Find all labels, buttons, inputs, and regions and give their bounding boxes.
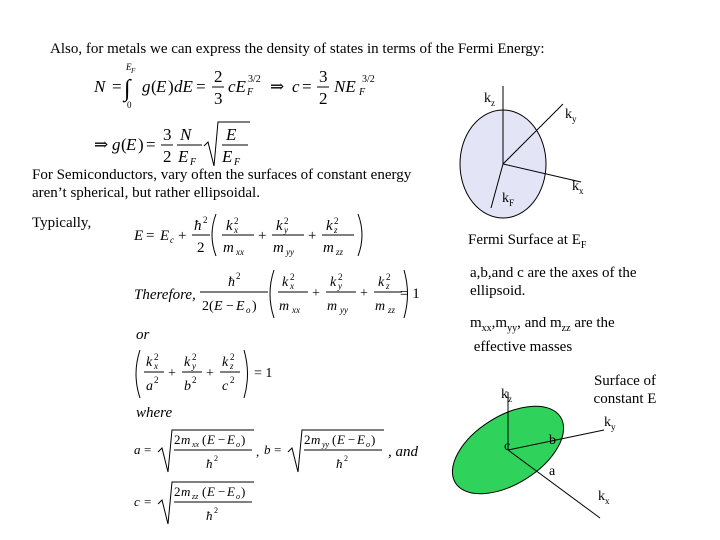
- svg-text:k: k: [282, 275, 289, 290]
- svg-text:m: m: [181, 432, 191, 447]
- ellipsoid-kz-label: $k_z$: [501, 387, 512, 404]
- svg-text:F: F: [359, 87, 366, 98]
- svg-text:xx: xx: [292, 305, 300, 315]
- svg-text:xx: xx: [192, 440, 200, 449]
- svg-text:3: 3: [214, 89, 223, 108]
- svg-text:F: F: [190, 157, 197, 168]
- svg-text:E: E: [207, 484, 215, 499]
- svg-text:ħ: ħ: [206, 456, 213, 471]
- equals-one-a: = 1: [400, 286, 420, 302]
- svg-text:k: k: [378, 275, 385, 290]
- axes-note: a,b,and c are the axes of the ellipsoid.: [470, 265, 637, 299]
- svg-text:(: (: [332, 432, 337, 447]
- svg-text:E: E: [222, 147, 233, 166]
- svg-text:xx: xx: [236, 247, 244, 257]
- svg-text:g: g: [112, 135, 121, 154]
- svg-text:+: +: [312, 286, 320, 301]
- svg-text:2: 2: [214, 506, 218, 515]
- svg-text:m: m: [279, 299, 290, 314]
- svg-text:N: N: [180, 125, 192, 144]
- svg-text:E: E: [357, 432, 365, 447]
- svg-text:z: z: [386, 281, 390, 291]
- svg-text:yy: yy: [340, 305, 348, 315]
- svg-text:=: =: [196, 77, 206, 96]
- svg-text:2: 2: [386, 272, 391, 282]
- svg-text:): ): [138, 135, 144, 154]
- svg-text:⇒: ⇒: [270, 77, 285, 96]
- svg-text:2: 2: [154, 352, 159, 362]
- svg-text:=: =: [302, 77, 312, 96]
- svg-text:m: m: [311, 432, 321, 447]
- svg-text:E: E: [126, 135, 137, 154]
- svg-text:m: m: [375, 299, 386, 314]
- svg-text:E: E: [337, 432, 345, 447]
- svg-text:E: E: [236, 299, 245, 314]
- svg-text:ħ: ħ: [206, 508, 213, 523]
- svg-text:m: m: [327, 299, 338, 314]
- svg-text:+: +: [258, 228, 267, 244]
- svg-text:E: E: [126, 62, 132, 72]
- and-label: , and: [388, 444, 418, 460]
- svg-text:zz: zz: [388, 305, 396, 315]
- svg-text:): ): [168, 77, 174, 96]
- svg-text:x: x: [290, 281, 294, 291]
- svg-text:2: 2: [230, 352, 235, 362]
- ellipsoid-kx-label: $k_x$: [598, 489, 610, 506]
- svg-text:zz: zz: [192, 492, 199, 501]
- fermi-ky-label: $k_y$: [565, 107, 577, 124]
- svg-text:m: m: [181, 484, 191, 499]
- svg-text:k: k: [184, 355, 191, 370]
- ellipsoid-equation: [132, 346, 272, 402]
- axis-c-equation: [130, 476, 270, 528]
- svg-text:+: +: [168, 366, 176, 381]
- svg-text:y: y: [284, 225, 288, 235]
- svg-text:(: (: [121, 135, 127, 154]
- or-label: or: [136, 327, 150, 343]
- svg-text:2: 2: [338, 272, 343, 282]
- svg-text:−: −: [348, 432, 356, 447]
- ellipsoid-kx-axis: [508, 450, 600, 518]
- svg-text:2: 2: [174, 432, 181, 447]
- svg-text:−: −: [226, 299, 234, 314]
- intro-text: Also, for metals we can express the density of states in terms of the Fermi Energy:: [50, 41, 545, 57]
- svg-text:F: F: [247, 87, 254, 98]
- therefore-label: Therefore,: [134, 287, 196, 303]
- svg-text:−: −: [218, 432, 226, 447]
- svg-text:E: E: [178, 147, 189, 166]
- svg-text:2: 2: [230, 375, 235, 385]
- svg-text:=: =: [274, 442, 282, 457]
- svg-text:E: E: [227, 432, 235, 447]
- svg-text:o: o: [236, 440, 240, 449]
- svg-text:2: 2: [304, 432, 311, 447]
- svg-text:2: 2: [344, 454, 348, 463]
- energy-equation: [130, 208, 420, 264]
- svg-text:k: k: [330, 275, 337, 290]
- svg-text:k: k: [276, 218, 283, 234]
- svg-text:b: b: [184, 379, 191, 394]
- svg-text:+: +: [206, 366, 214, 381]
- svg-text:ħ: ħ: [194, 218, 202, 234]
- svg-text:dE: dE: [174, 77, 193, 96]
- svg-text:o: o: [246, 305, 251, 315]
- svg-text:0: 0: [127, 100, 132, 110]
- svg-text:= 1: = 1: [254, 366, 272, 381]
- therefore-equation: [196, 266, 416, 324]
- svg-text:y: y: [192, 361, 196, 371]
- svg-text:2: 2: [197, 240, 205, 256]
- svg-text:2: 2: [214, 67, 223, 86]
- svg-text:N: N: [94, 77, 106, 96]
- where-label: where: [136, 405, 173, 421]
- svg-text:NE: NE: [334, 77, 356, 96]
- ellipsoid-a-label: a: [549, 464, 556, 479]
- svg-text:k: k: [226, 218, 233, 234]
- ellipsoid-caption: Surface of constant E: [593, 373, 657, 407]
- svg-text:2: 2: [174, 484, 181, 499]
- svg-text:2: 2: [163, 147, 172, 166]
- svg-text:ħ: ħ: [228, 275, 235, 290]
- svg-text:z: z: [230, 361, 234, 371]
- svg-text:2: 2: [284, 216, 289, 226]
- svg-text:zz: zz: [336, 247, 344, 257]
- svg-text:2: 2: [234, 216, 239, 226]
- svg-text:a: a: [134, 442, 141, 457]
- svg-text:): ): [241, 432, 246, 447]
- svg-text:3: 3: [319, 67, 328, 86]
- svg-text:b: b: [264, 442, 271, 457]
- svg-text:E: E: [207, 432, 215, 447]
- svg-text:2: 2: [192, 352, 197, 362]
- svg-text:3/2: 3/2: [362, 74, 375, 85]
- svg-text:E: E: [227, 484, 235, 499]
- svg-text:2: 2: [290, 272, 295, 282]
- svg-text:F: F: [131, 67, 136, 75]
- svg-text:2: 2: [192, 375, 197, 385]
- svg-text:=: =: [146, 228, 155, 244]
- svg-text:−: −: [218, 484, 226, 499]
- svg-text:2: 2: [214, 454, 218, 463]
- svg-text:): ): [252, 299, 257, 314]
- svg-text:c: c: [292, 77, 300, 96]
- svg-text:F: F: [234, 157, 241, 168]
- svg-text:k: k: [222, 355, 229, 370]
- svg-text:(: (: [202, 484, 207, 499]
- svg-text:m: m: [223, 240, 234, 256]
- svg-text:3: 3: [163, 125, 172, 144]
- svg-text:E: E: [160, 228, 170, 244]
- fermi-kz-label: $k_z$: [484, 91, 495, 108]
- svg-text:=: =: [112, 77, 122, 96]
- svg-text:∫: ∫: [124, 76, 131, 102]
- svg-text:=: =: [144, 494, 152, 509]
- svg-text:2(: 2(: [202, 299, 214, 314]
- svg-text:⇒: ⇒: [94, 135, 109, 154]
- svg-text:c: c: [170, 235, 174, 245]
- svg-text:E: E: [226, 125, 237, 144]
- constant-energy-ellipsoid: [450, 388, 579, 511]
- svg-text:g: g: [142, 77, 151, 96]
- svg-text:y: y: [338, 281, 342, 291]
- fermi-kx-label: $k_x$: [572, 179, 584, 196]
- svg-text:k: k: [326, 218, 333, 234]
- svg-text:+: +: [308, 228, 317, 244]
- svg-text:2: 2: [203, 215, 208, 225]
- svg-text:+: +: [178, 228, 187, 244]
- svg-text:+: +: [360, 286, 368, 301]
- svg-text:o: o: [236, 492, 240, 501]
- svg-text:E: E: [214, 299, 223, 314]
- typically-label: Typically,: [32, 215, 92, 231]
- semiconductors-text: For Semiconductors, vary often the surfaces of constant energy aren’t spherical, but rather ellipsoidal.: [32, 167, 412, 201]
- svg-text:,: ,: [256, 444, 260, 459]
- svg-text:): ): [241, 484, 246, 499]
- svg-text:2: 2: [334, 216, 339, 226]
- svg-text:2: 2: [236, 271, 241, 281]
- svg-text:yy: yy: [286, 247, 294, 257]
- axes-a-b-equation: [130, 424, 392, 476]
- svg-text:3/2: 3/2: [248, 74, 261, 85]
- svg-text:(: (: [202, 432, 207, 447]
- svg-text:a: a: [146, 379, 153, 394]
- fermi-energy-equations: [90, 58, 390, 170]
- svg-text:m: m: [323, 240, 334, 256]
- svg-text:c: c: [222, 379, 229, 394]
- ellipsoid-c-label: c: [504, 439, 511, 454]
- svg-text:z: z: [334, 225, 338, 235]
- svg-text:): ): [371, 432, 376, 447]
- masses-note: $m_{xx},m_{yy}$, and $m_{zz}$ are the effective masses: [470, 315, 615, 355]
- svg-text:=: =: [144, 442, 152, 457]
- svg-text:o: o: [366, 440, 370, 449]
- svg-text:2: 2: [154, 375, 159, 385]
- svg-text:k: k: [146, 355, 153, 370]
- svg-text:cE: cE: [228, 77, 246, 96]
- fermi-caption: Fermi Surface at $E_F$: [468, 232, 587, 251]
- svg-text:(: (: [151, 77, 157, 96]
- svg-text:E: E: [156, 77, 167, 96]
- svg-text:x: x: [234, 225, 238, 235]
- svg-text:yy: yy: [322, 440, 330, 449]
- svg-text:ħ: ħ: [336, 456, 343, 471]
- svg-text:m: m: [273, 240, 284, 256]
- svg-text:2: 2: [319, 89, 328, 108]
- svg-text:E: E: [134, 228, 144, 244]
- ellipsoid-ky-label: $k_y$: [604, 415, 616, 432]
- ellipsoid-b-label: b: [549, 433, 556, 448]
- svg-text:c: c: [134, 494, 140, 509]
- fermi-kf-label: $k_F$: [502, 191, 515, 208]
- svg-text:=: =: [146, 135, 156, 154]
- svg-text:x: x: [154, 361, 158, 371]
